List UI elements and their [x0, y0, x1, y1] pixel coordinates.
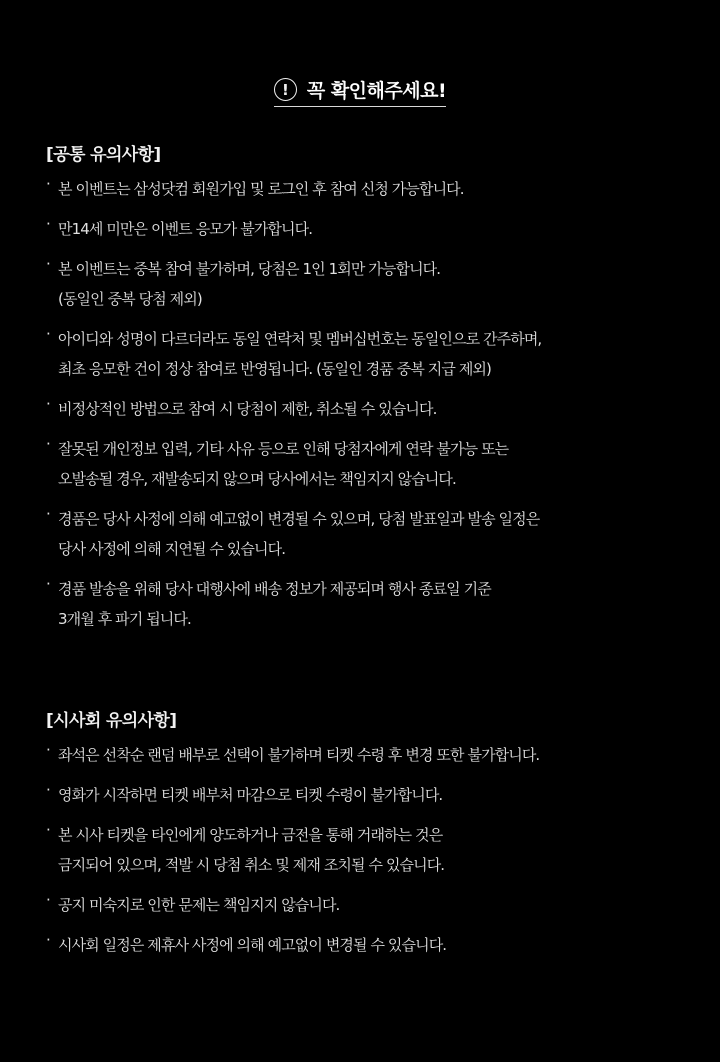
- notice-line: 만14세 미만은 이벤트 응모가 불가합니다.: [58, 220, 313, 238]
- notice-line: 아이디와 성명이 다르더라도 동일 연락처 및 멤버십번호는 동일인으로 간주하며,: [58, 330, 542, 348]
- notice-line: 본 이벤트는 삼성닷컴 회원가입 및 로그인 후 참여 신청 가능합니다.: [58, 180, 464, 198]
- notice-item: [46, 252, 696, 317]
- common-section-title: [공통 유의사항]: [46, 145, 161, 165]
- exclamation-circle-icon: !: [274, 78, 297, 101]
- notice-line: 본 시사 티켓을 타인에게 양도하거나 금전을 통해 거래하는 것은: [58, 826, 443, 844]
- notice-line: 잘못된 개인정보 입력, 기타 사유 등으로 인해 당첨자에게 연락 불가능 또는: [58, 440, 509, 458]
- bullet-dot: ·: [46, 931, 51, 949]
- notice-line-continued: 최초 응모한 건이 정상 참여로 반영됩니다. (동일인 경품 중복 지급 제외): [58, 360, 491, 378]
- notice-line: 본 이벤트는 중복 참여 불가하며, 당첨은 1인 1회만 가능합니다.: [58, 260, 441, 278]
- notice-line: 좌석은 선착순 랜덤 배부로 선택이 불가하며 티켓 수령 후 변경 또한 불가합니다.: [58, 746, 540, 764]
- notice-line: 경품 발송을 위해 당사 대행사에 배송 정보가 제공되며 행사 종료일 기준: [58, 580, 491, 598]
- notice-line-continued: (동일인 중복 당첨 제외): [58, 290, 202, 308]
- notice-item: [46, 212, 696, 247]
- notice-item: [46, 432, 696, 497]
- notice-line: 비정상적인 방법으로 참여 시 당첨이 제한, 취소될 수 있습니다.: [58, 400, 437, 418]
- notice-line: 영화가 시작하면 티켓 배부처 마감으로 티켓 수령이 불가합니다.: [58, 786, 443, 804]
- notice-line: 시사회 일정은 제휴사 사정에 의해 예고없이 변경될 수 있습니다.: [58, 936, 447, 954]
- notice-item: [46, 172, 696, 207]
- bullet-dot: ·: [46, 781, 51, 799]
- bullet-dot: ·: [46, 395, 51, 413]
- bullet-dot: ·: [46, 435, 51, 453]
- notice-item: [46, 322, 696, 387]
- preview-notice-section: [46, 708, 696, 968]
- notice-item: [46, 818, 696, 883]
- notice-line-continued: 오발송될 경우, 재발송되지 않으며 당사에서는 책임지지 않습니다.: [58, 470, 456, 488]
- notice-header: [0, 76, 720, 107]
- preview-section-title: [시사회 유의사항]: [46, 711, 177, 731]
- bullet-dot: ·: [46, 255, 51, 273]
- notice-item: [46, 778, 696, 813]
- bullet-dot: ·: [46, 505, 51, 523]
- notice-item: [46, 392, 696, 427]
- notice-title-wrap: [274, 76, 446, 107]
- notice-title: 꼭 확인해주세요!: [306, 80, 447, 102]
- bullet-dot: ·: [46, 175, 51, 193]
- bullet-dot: ·: [46, 821, 51, 839]
- common-notice-list: [46, 172, 696, 637]
- notice-line-continued: 금지되어 있으며, 적발 시 당첨 취소 및 제재 조치될 수 있습니다.: [58, 856, 445, 874]
- common-notice-section: [46, 142, 696, 642]
- bullet-dot: ·: [46, 325, 51, 343]
- notice-item: [46, 502, 696, 567]
- bullet-dot: ·: [46, 891, 51, 909]
- notice-item: [46, 738, 696, 773]
- bullet-dot: ·: [46, 215, 51, 233]
- preview-notice-list: [46, 738, 696, 963]
- notice-item: [46, 572, 696, 637]
- bullet-dot: ·: [46, 575, 51, 593]
- notice-line: 경품은 당사 사정에 의해 예고없이 변경될 수 있으며, 당첨 발표일과 발송 일정은: [58, 510, 540, 528]
- notice-line-continued: 당사 사정에 의해 지연될 수 있습니다.: [58, 540, 286, 558]
- notice-line-continued: 3개월 후 파기 됩니다.: [58, 610, 191, 628]
- bullet-dot: ·: [46, 741, 51, 759]
- notice-item: [46, 888, 696, 923]
- notice-line: 공지 미숙지로 인한 문제는 책임지지 않습니다.: [58, 896, 340, 914]
- notice-item: [46, 928, 696, 963]
